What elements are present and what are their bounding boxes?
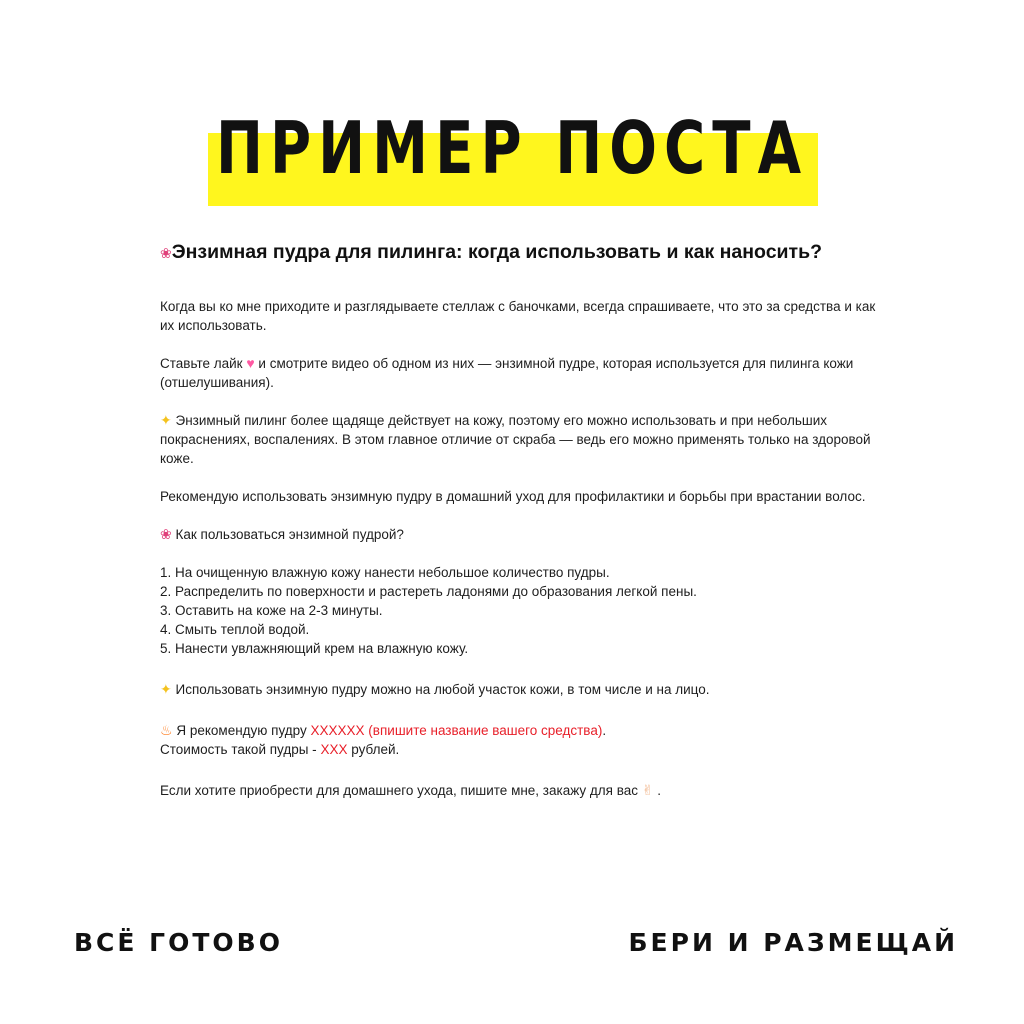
post-recommend-paragraph: Рекомендую использовать энзимную пудру в домашний уход для профилактики и борьбы при врастании волос. [160, 489, 866, 504]
price-text-after: рублей. [351, 742, 400, 757]
list-item: 3. Оставить на коже на 2-3 минуты. [160, 603, 383, 618]
anywhere-text: Использовать энзимную пудру можно на любой участок кожи, в том числе и на лицо. [175, 682, 710, 697]
footer-publish-label: БЕРИ И РАЗМЕЩАЙ [628, 928, 958, 957]
list-item: 2. Распределить по поверхности и растереть ладонями до образования легкой пены. [160, 584, 697, 599]
post-anywhere-paragraph [160, 680, 880, 699]
list-item: 5. Нанести увлажняющий крем на влажную кожу. [160, 641, 469, 656]
steps-list [160, 563, 880, 658]
gentle-text: Энзимный пилинг более щадяще действует на кожу, поэтому его можно использовать и при небольших покраснениях, воспалениях. В этом главное отличие от скраба — ведь его можно применять только на здоровой коже. [160, 413, 871, 466]
price-text-before: Стоимость такой пудры - [160, 742, 317, 757]
post-howto-heading [160, 525, 880, 544]
list-item: 4. Смыть теплой водой. [160, 622, 310, 637]
sparkling-heart-icon: ♥ [246, 355, 255, 371]
post-gentle-paragraph [160, 411, 880, 468]
post-order-paragraph [160, 781, 880, 800]
product-line [160, 721, 880, 740]
footer-ready-label: ВСЁ ГОТОВО [74, 928, 283, 957]
price-value-placeholder: XXX [320, 742, 348, 757]
like-text-after: и смотрите видео об одном из них — энзимной пудре, которая используется для пилинга кожи (отшелушивания). [160, 356, 854, 390]
hibiscus-icon: ❀ [160, 245, 172, 261]
hibiscus-icon: ❀ [160, 526, 172, 542]
post-intro: Когда вы ко мне приходите и разглядываете стеллаж с баночками, всегда спрашиваете, что это за средства и как их использовать. [160, 299, 876, 333]
post-title-text: Энзимная пудра для пилинга: когда использовать и как наносить? [171, 241, 822, 263]
post-like-paragraph [160, 354, 880, 392]
like-text-before: Ставьте лайк [160, 356, 243, 371]
sparkles-icon: ✦ [160, 681, 172, 697]
product-name-placeholder: XXXXXX (впишите название вашего средства) [310, 723, 603, 738]
order-end: . [657, 783, 662, 798]
howto-text: Как пользоваться энзимной пудрой? [175, 527, 404, 542]
post-title [160, 238, 880, 267]
list-item: 1. На очищенную влажную кожу нанести небольшое количество пудры. [160, 565, 610, 580]
product-text-after: . [602, 723, 607, 738]
fire-icon: ♨ [160, 722, 173, 738]
post-sample [160, 238, 880, 800]
price-line [160, 740, 880, 759]
ok-hand-icon: ✌ [641, 782, 654, 798]
sparkles-icon: ✦ [160, 412, 172, 428]
page-title: ПРИМЕР ПОСТА [215, 106, 809, 190]
post-product-block [160, 721, 880, 759]
product-text-before: Я рекомендую пудру [176, 723, 307, 738]
order-text: Если хотите приобрести для домашнего ухода, пишите мне, закажу для вас [160, 783, 638, 798]
